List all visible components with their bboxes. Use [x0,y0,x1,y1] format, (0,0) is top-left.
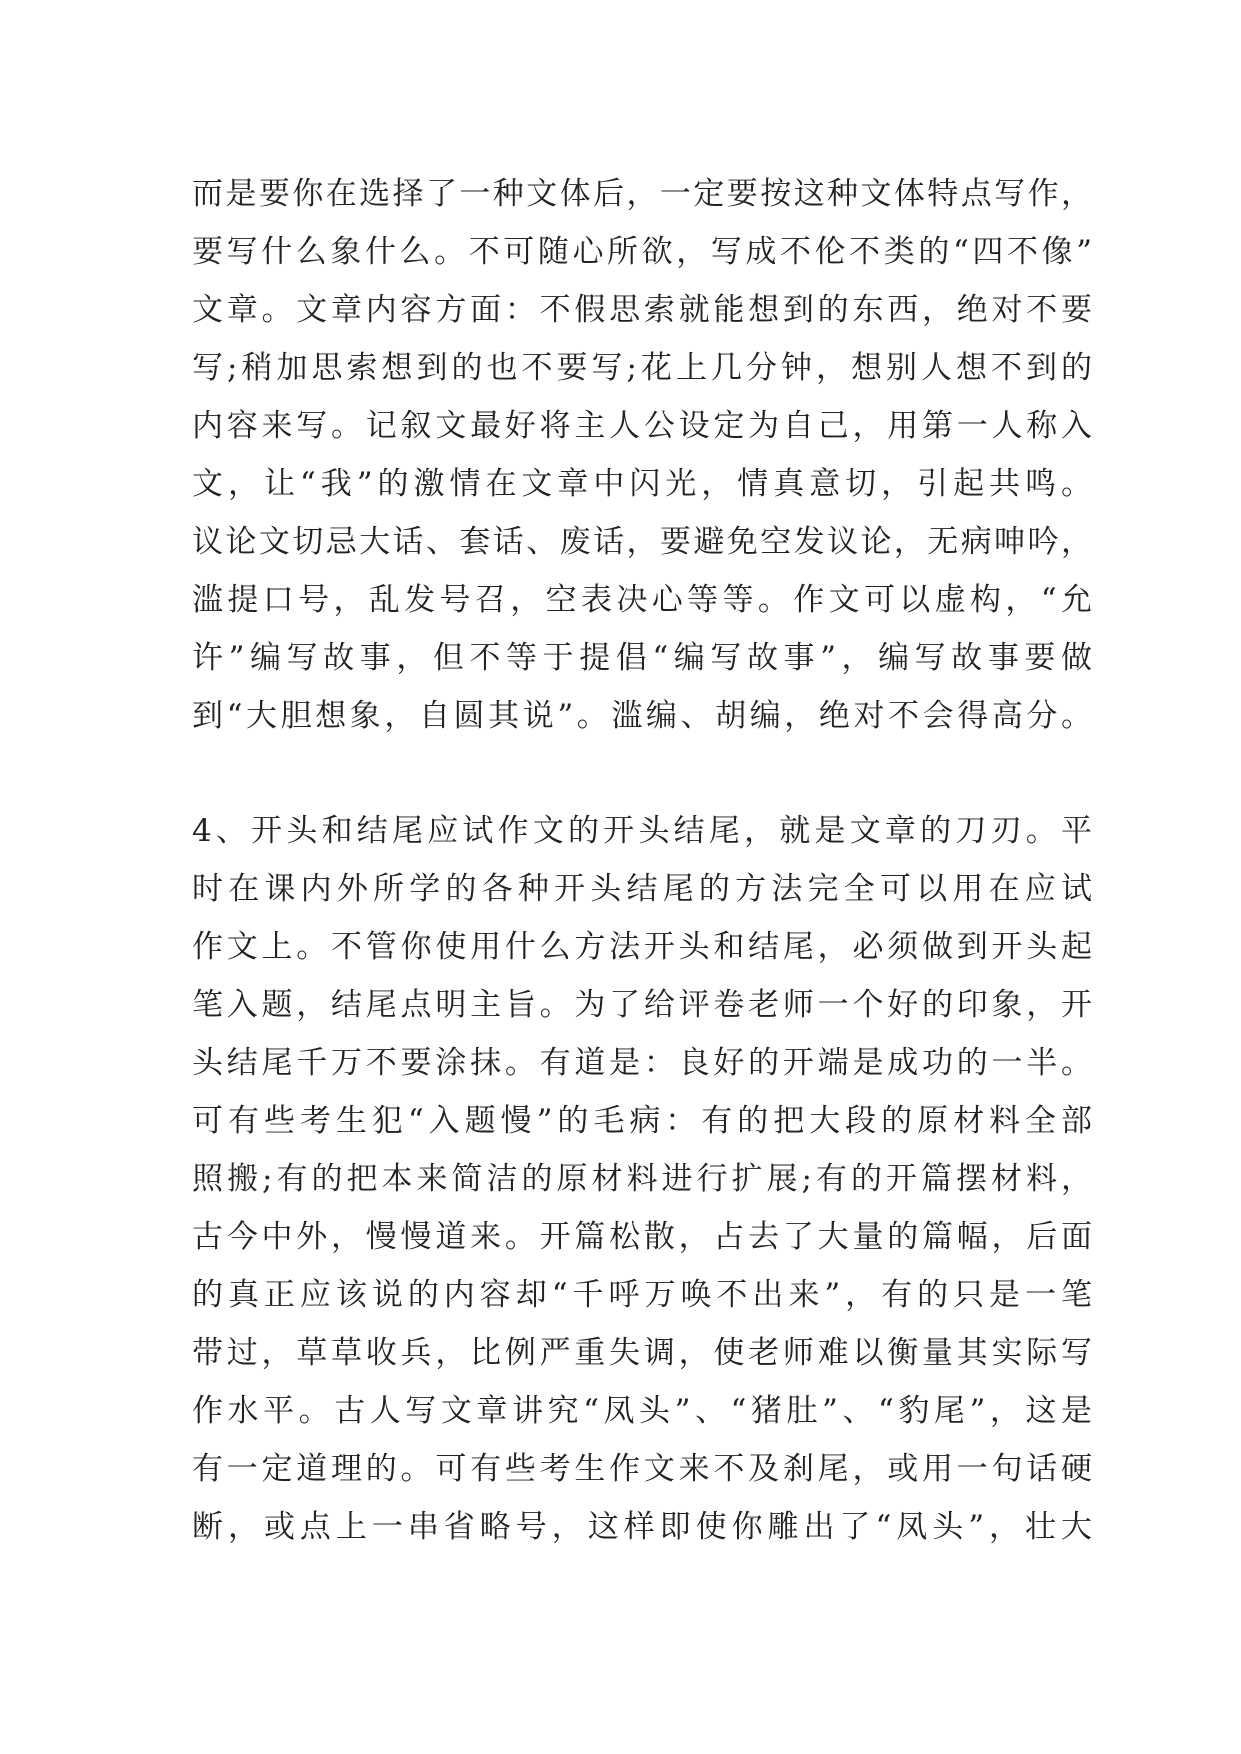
text-line: 写;稍加思索想到的也不要写;花上几分钟，想别人想不到的 [192,350,1092,386]
paragraph-opening-ending [192,802,1092,1556]
text-line: 头结尾千万不要涂抹。有道是：良好的开端是成功的一半。 [192,1045,1092,1081]
text-line: 照搬;有的把本来简洁的原材料进行扩展;有的开篇摆材料， [192,1161,1092,1197]
text-line: 作水平。古人写文章讲究“凤头”、“猪肚”、“豹尾”，这是 [192,1393,1092,1429]
text-line: 文，让“我”的激情在文章中闪光，情真意切，引起共鸣。 [192,466,1092,502]
text-line: 要写什么象什么。不可随心所欲，写成不伦不类的“四不像” [192,234,1092,270]
text-line: 笔入题，结尾点明主旨。为了给评卷老师一个好的印象，开 [192,987,1092,1023]
text-line: 作文上。不管你使用什么方法开头和结尾，必须做到开头起 [192,929,1092,965]
text-line: 到“大胆想象，自圆其说”。滥编、胡编，绝对不会得高分。 [192,698,1092,734]
text-line: 断，或点上一串省略号，这样即使你雕出了“凤头”，壮大 [192,1509,1092,1545]
text-line: 有一定道理的。可有些考生作文来不及刹尾，或用一句话硬 [192,1451,1092,1487]
text-line: 内容来写。记叙文最好将主人公设定为自己，用第一人称入 [192,408,1092,444]
text-line: 时在课内外所学的各种开头结尾的方法完全可以用在应试 [192,871,1092,907]
text-line: 而是要你在选择了一种文体后，一定要按这种文体特点写作， [192,176,1092,212]
text-line: 文章。文章内容方面：不假思索就能想到的东西，绝对不要 [192,292,1092,328]
text-line: 古今中外，慢慢道来。开篇松散，占去了大量的篇幅，后面 [192,1219,1092,1255]
paragraph-writing-style [192,165,1092,745]
text-line: 可有些考生犯“入题慢”的毛病：有的把大段的原材料全部 [192,1103,1092,1139]
text-line: 议论文切忌大话、套话、废话，要避免空发议论，无病呻吟， [192,524,1092,560]
text-line: 许”编写故事，但不等于提倡“编写故事”，编写故事要做 [192,640,1092,676]
text-line: 带过，草草收兵，比例严重失调，使老师难以衡量其实际写 [192,1335,1092,1371]
text-line: 的真正应该说的内容却“千呼万唤不出来”，有的只是一笔 [192,1277,1092,1313]
text-line: 4、开头和结尾应试作文的开头结尾，就是文章的刀刃。平 [192,813,1092,849]
text-line: 滥提口号，乱发号召，空表决心等等。作文可以虚构，“允 [192,582,1092,618]
